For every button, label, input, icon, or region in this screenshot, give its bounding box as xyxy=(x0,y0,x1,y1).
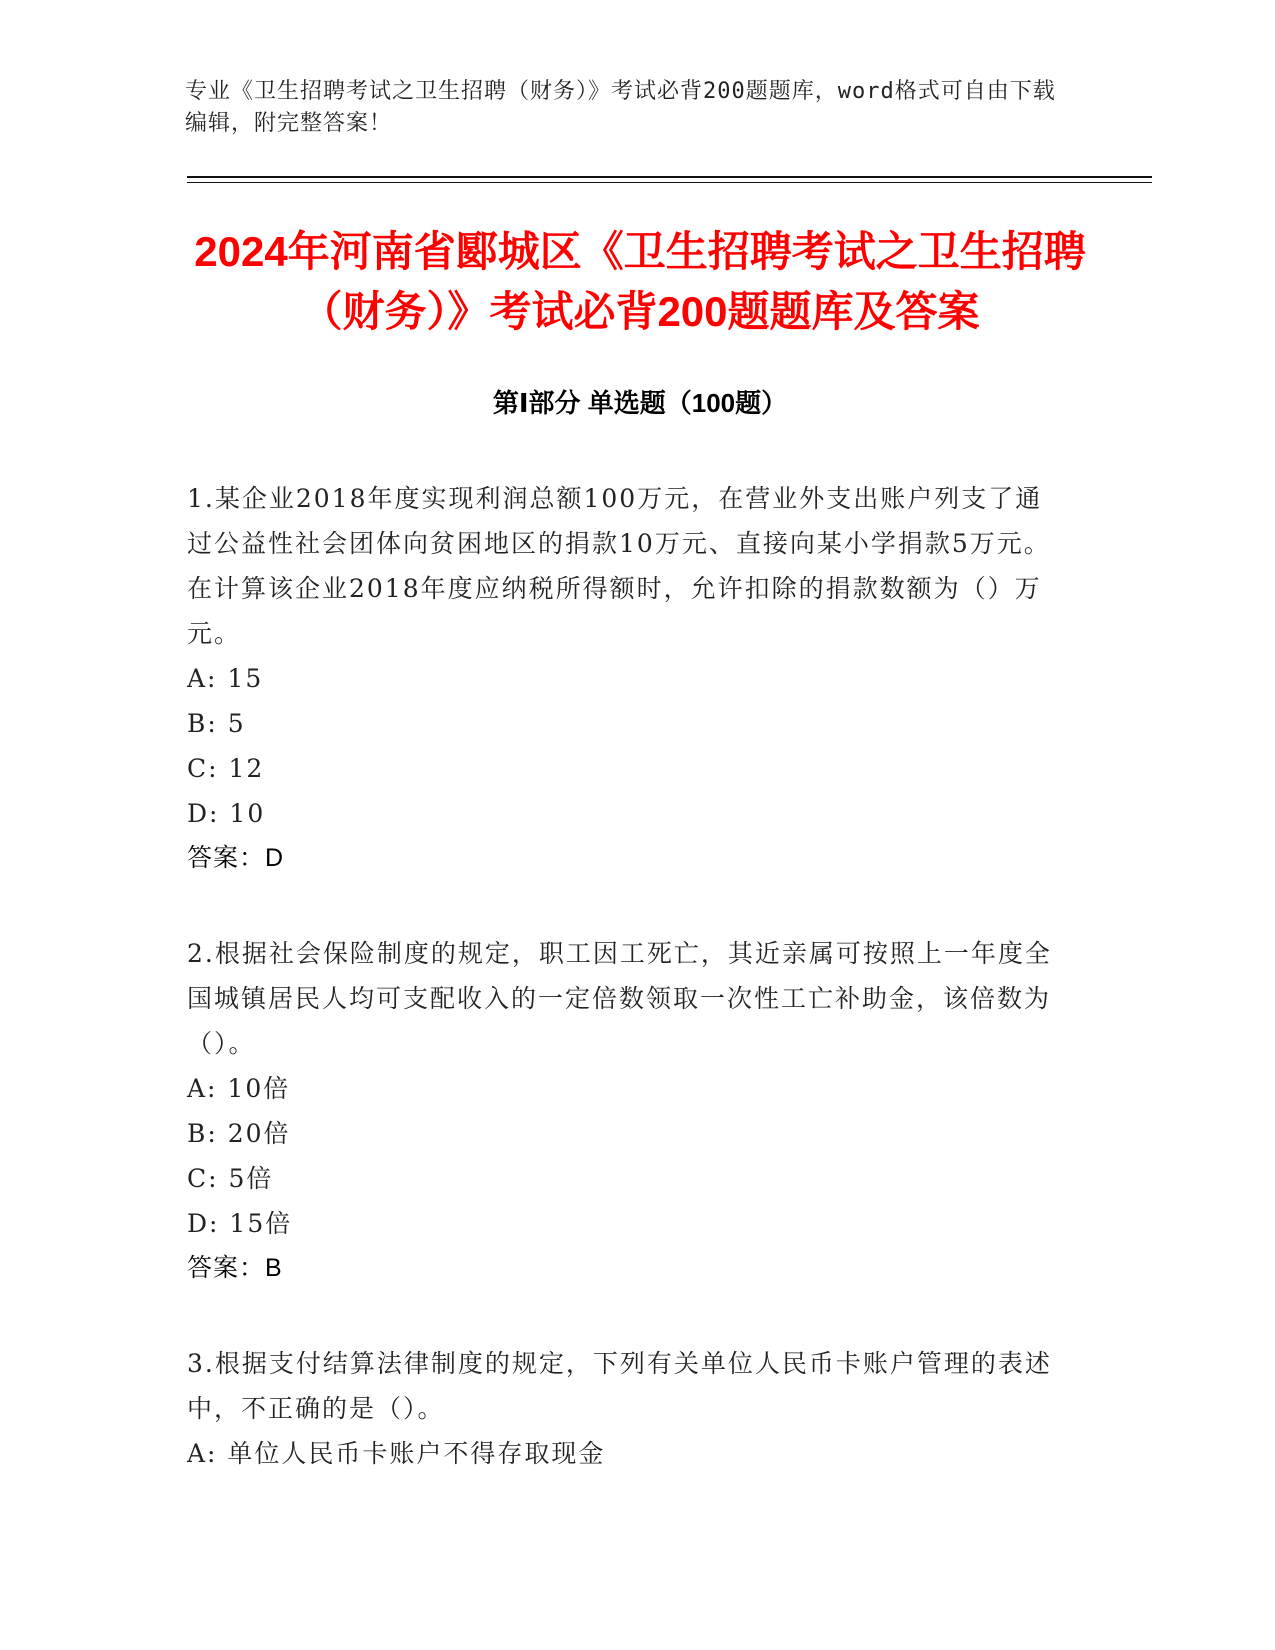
option-b: B: 5 xyxy=(187,709,246,738)
question-3 xyxy=(187,1341,1067,1476)
question-1 xyxy=(187,476,1067,881)
answer: 答案：B xyxy=(187,1254,283,1282)
option-a: A: 单位人民币卡账户不得存取现金 xyxy=(187,1439,606,1468)
question-stem: 1.某企业2018年度实现利润总额100万元，在营业外支出账户列支了通过公益性社会团体向贫困地区的捐款10万元、直接向某小学捐款5万元。在计算该企业2018年度应纳税所得额时，允许扣除的捐款数额为（）万元。 xyxy=(187,484,1051,648)
question-2 xyxy=(187,931,1067,1291)
option-d: D: 15倍 xyxy=(187,1209,293,1238)
answer: 答案：D xyxy=(187,844,285,872)
option-c: C: 12 xyxy=(187,754,265,783)
option-c: C: 5倍 xyxy=(187,1164,274,1193)
question-stem: 3.根据支付结算法律制度的规定，下列有关单位人民币卡账户管理的表述中，不正确的是（）。 xyxy=(187,1349,1052,1423)
option-d: D: 10 xyxy=(187,799,266,828)
header-divider-thick xyxy=(187,176,1152,178)
section-heading: 第Ⅰ部分 单选题（100题） xyxy=(492,388,788,418)
document-title: 2024年河南省郾城区《卫生招聘考试之卫生招聘（财务）》考试必背200题题库及答案 xyxy=(194,228,1086,335)
option-a: A: 10倍 xyxy=(187,1074,291,1103)
question-stem: 2.根据社会保险制度的规定，职工因工死亡，其近亲属可按照上一年度全国城镇居民人均可支配收入的一定倍数领取一次性工亡补助金，该倍数为（）。 xyxy=(187,939,1052,1058)
option-a: A: 15 xyxy=(187,664,264,693)
header-note: 专业《卫生招聘考试之卫生招聘（财务）》考试必背200题题库，word格式可自由下载编辑，附完整答案！ xyxy=(185,79,1056,136)
question-list xyxy=(187,476,1067,1526)
option-b: B: 20倍 xyxy=(187,1119,291,1148)
header-divider-thin xyxy=(187,182,1152,183)
